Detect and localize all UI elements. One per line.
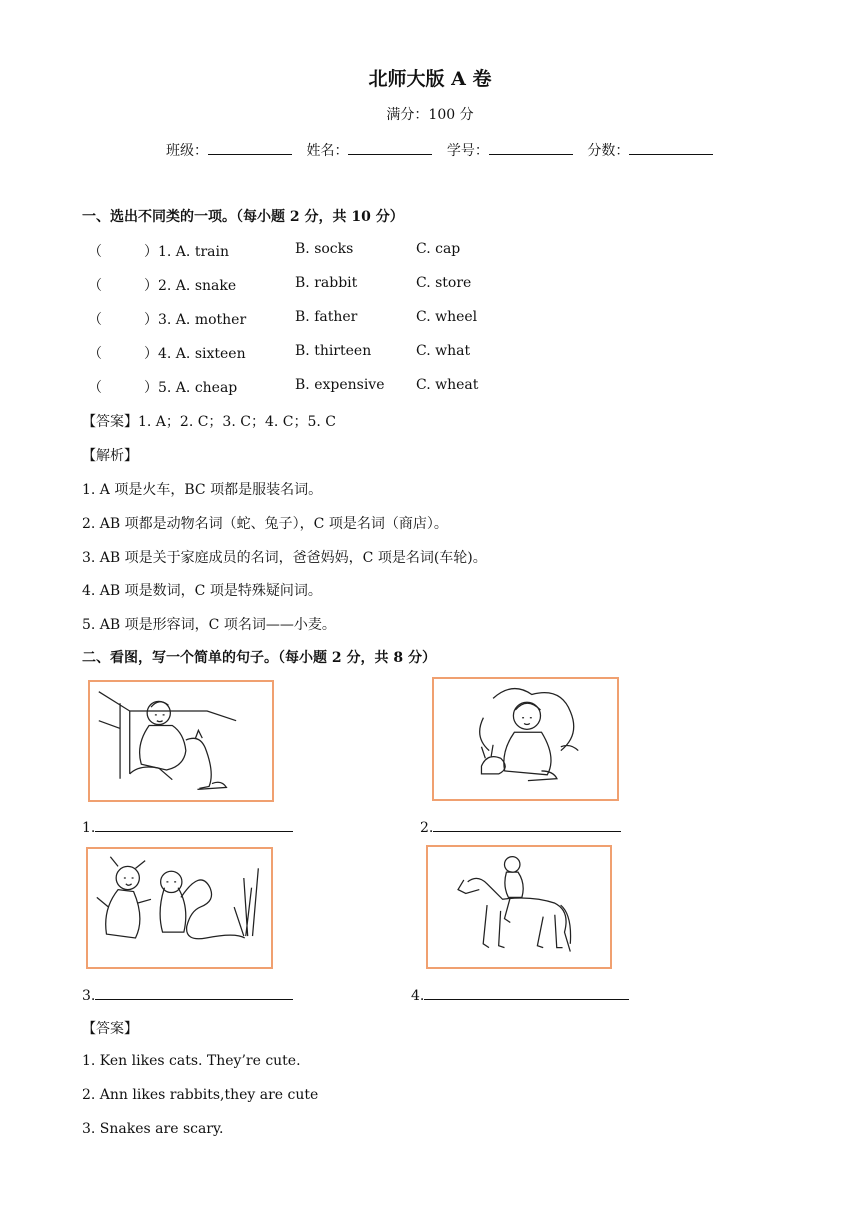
answer-paren[interactable]: （ (88, 244, 102, 260)
option-a: ）2. A. snake (144, 278, 237, 294)
option-c: C. what (416, 343, 471, 359)
student-id-label: 学号： (446, 143, 489, 159)
blank-underline (95, 985, 293, 1000)
answer-line-3[interactable] (82, 985, 293, 1004)
option-c: C. wheat (416, 377, 479, 393)
section-1-answer: 【答案】1. A；2. C；3. C；4. C；5. C (82, 414, 336, 430)
blank-underline (433, 817, 621, 832)
answer-line-1[interactable] (82, 817, 293, 836)
option-a: ）1. A. train (144, 244, 229, 260)
analysis-line: 4. AB 项是数词，C 项是特殊疑问词。 (82, 583, 322, 599)
student-id-field[interactable] (489, 140, 573, 155)
horse-drawing (428, 847, 610, 967)
girl-rabbit-drawing (434, 679, 617, 799)
class-label: 班级： (166, 143, 208, 159)
answer-sentence: 2. Ann likes rabbits,they are cute (82, 1087, 319, 1103)
option-a: ）5. A. cheap (144, 380, 238, 396)
answer-sentence: 1. Ken likes cats. They’re cute. (82, 1053, 301, 1069)
picture-boy-riding-horse (426, 845, 612, 969)
answer-line-2[interactable] (420, 817, 621, 836)
option-a: ）4. A. sixteen (144, 346, 246, 362)
analysis-line: 3. AB 项是关于家庭成员的名词，爸爸妈妈，C 项是名词(车轮)。 (82, 550, 487, 566)
option-c: C. cap (416, 241, 461, 257)
section-1-heading: 一、选出不同类的一项。（每小题 2 分，共 10 分） (82, 209, 404, 225)
answer-paren[interactable]: （ (88, 380, 102, 396)
option-b: B. expensive (295, 377, 385, 393)
option-c: C. wheel (416, 309, 478, 325)
section-2-heading: 二、看图，写一个简单的句子。（每小题 2 分，共 8 分） (82, 650, 436, 666)
analysis-line: 2. AB 项都是动物名词（蛇、兔子），C 项是名词（商店）。 (82, 516, 448, 532)
class-field[interactable] (208, 140, 292, 155)
answer-paren[interactable]: （ (88, 312, 102, 328)
option-b: B. father (295, 309, 358, 325)
page-title: 北师大版 A 卷 (368, 68, 492, 90)
boy-cat-drawing (90, 682, 272, 800)
answer-paren[interactable]: （ (88, 278, 102, 294)
name-label: 姓名： (306, 143, 349, 159)
analysis-line: 1. A 项是火车，BC 项都是服装名词。 (82, 482, 323, 498)
option-a: ）3. A. mother (144, 312, 247, 328)
blank-underline (424, 985, 629, 1000)
full-score: 满分：100 分 (386, 107, 474, 123)
answer-line-4[interactable] (411, 985, 629, 1004)
answer-paren[interactable]: （ (88, 346, 102, 362)
section-2-answer-label: 【答案】 (82, 1021, 138, 1037)
option-c: C. store (416, 275, 472, 291)
picture-girl-with-rabbit (432, 677, 619, 801)
blank-underline (95, 817, 293, 832)
student-info-row (166, 140, 723, 160)
picture-children-with-snake (86, 847, 273, 969)
blank-label: 3. (82, 988, 96, 1004)
blank-label: 4. (411, 988, 425, 1004)
score-label: 分数： (587, 143, 630, 159)
picture-boy-with-cat (88, 680, 274, 802)
score-field[interactable] (629, 140, 713, 155)
analysis-line: 5. AB 项是形容词，C 项名词——小麦。 (82, 617, 336, 633)
name-field[interactable] (348, 140, 432, 155)
blank-label: 1. (82, 820, 96, 836)
blank-label: 2. (420, 820, 434, 836)
snake-drawing (88, 849, 271, 967)
option-b: B. socks (295, 241, 354, 257)
option-b: B. rabbit (295, 275, 358, 291)
answer-sentence: 3. Snakes are scary. (82, 1121, 224, 1137)
analysis-label: 【解析】 (82, 448, 138, 464)
option-b: B. thirteen (295, 343, 372, 359)
